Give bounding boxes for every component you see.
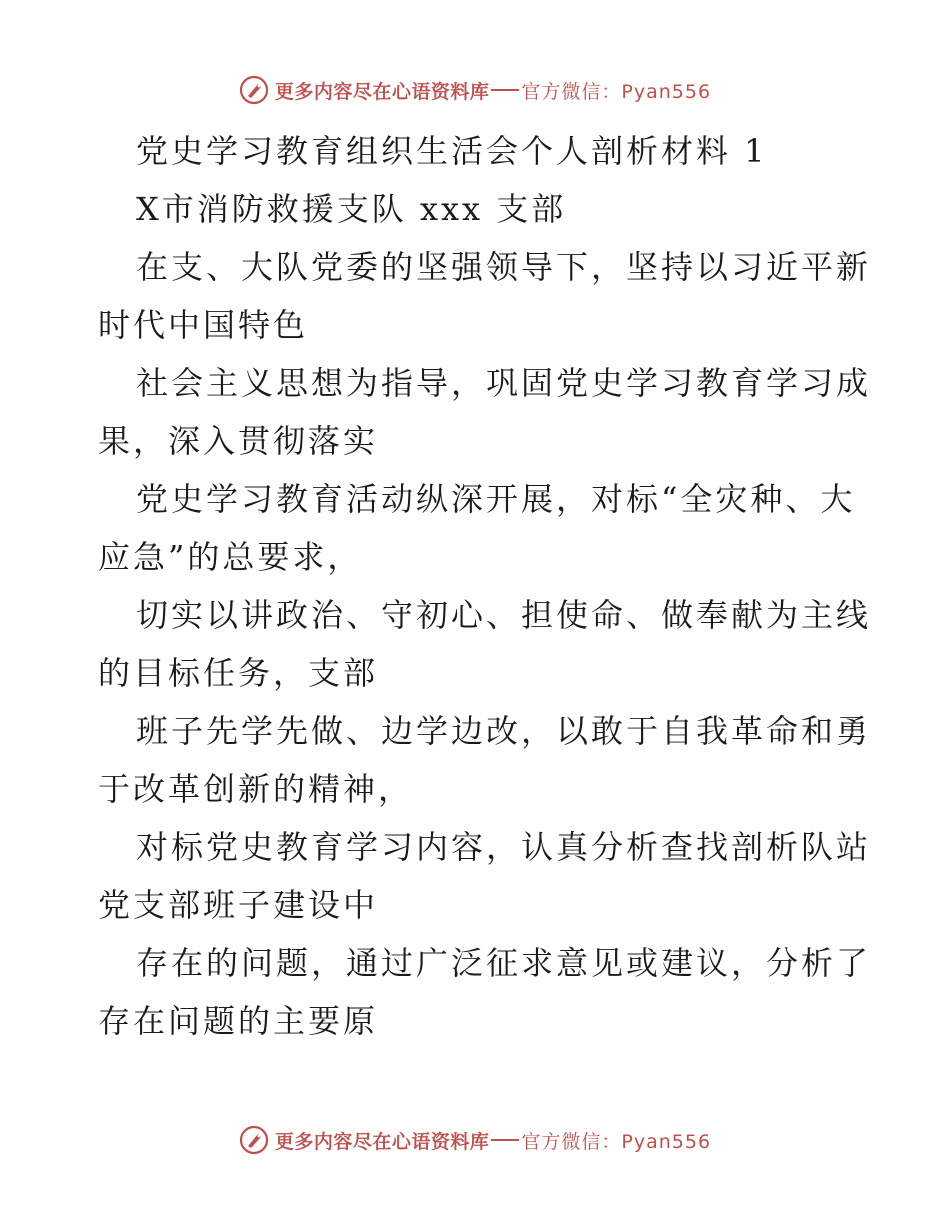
paragraph-line: 班子先学先做、边学边改，以敢于自我革命和勇 xyxy=(136,712,872,750)
pen-nib-logo-icon xyxy=(239,75,269,105)
document-org: X市消防救援支队 xxx 支部 xyxy=(136,190,567,228)
paragraph-line: 时代中国特色 xyxy=(98,306,309,344)
paragraph-line: 党支部班子建设中 xyxy=(98,886,379,924)
paragraph-line: 切实以讲政治、守初心、担使命、做奉献为主线 xyxy=(136,596,872,634)
watermark-site-text: 更多内容尽在心语资料库 xyxy=(274,1130,490,1153)
paragraph-line: 存在问题的主要原 xyxy=(98,1002,379,1040)
paragraph-line: 存在的问题，通过广泛征求意见或建议，分析了 xyxy=(136,944,872,982)
watermark-site-text: 更多内容尽在心语资料库 xyxy=(274,80,490,103)
header-watermark xyxy=(0,70,950,110)
paragraph-line: 果，深入贯彻落实 xyxy=(98,422,379,460)
document-body xyxy=(98,122,872,1050)
watermark-wechat-text: 官方微信：Pyan556 xyxy=(521,80,712,103)
paragraph-line: 党史学习教育活动纵深开展，对标“全灾种、大 xyxy=(136,480,856,518)
paragraph-line: 社会主义思想为指导，巩固党史学习教育学习成 xyxy=(136,364,872,402)
watermark-wechat-text: 官方微信：Pyan556 xyxy=(521,1130,712,1153)
pen-nib-logo-icon xyxy=(239,1125,269,1155)
watermark-divider xyxy=(491,89,519,91)
paragraph-line: 于改革创新的精神， xyxy=(98,770,414,808)
footer-watermark xyxy=(0,1120,950,1160)
paragraph-line: 应急”的总要求， xyxy=(98,538,363,576)
watermark-divider xyxy=(491,1139,519,1141)
paragraph-line: 的目标任务，支部 xyxy=(98,654,379,692)
document-title: 党史学习教育组织生活会个人剖析材料 1 xyxy=(136,132,768,170)
paragraph-line: 在支、大队党委的坚强领导下，坚持以习近平新 xyxy=(136,248,872,286)
paragraph-line: 对标党史教育学习内容，认真分析查找剖析队站 xyxy=(136,828,872,866)
